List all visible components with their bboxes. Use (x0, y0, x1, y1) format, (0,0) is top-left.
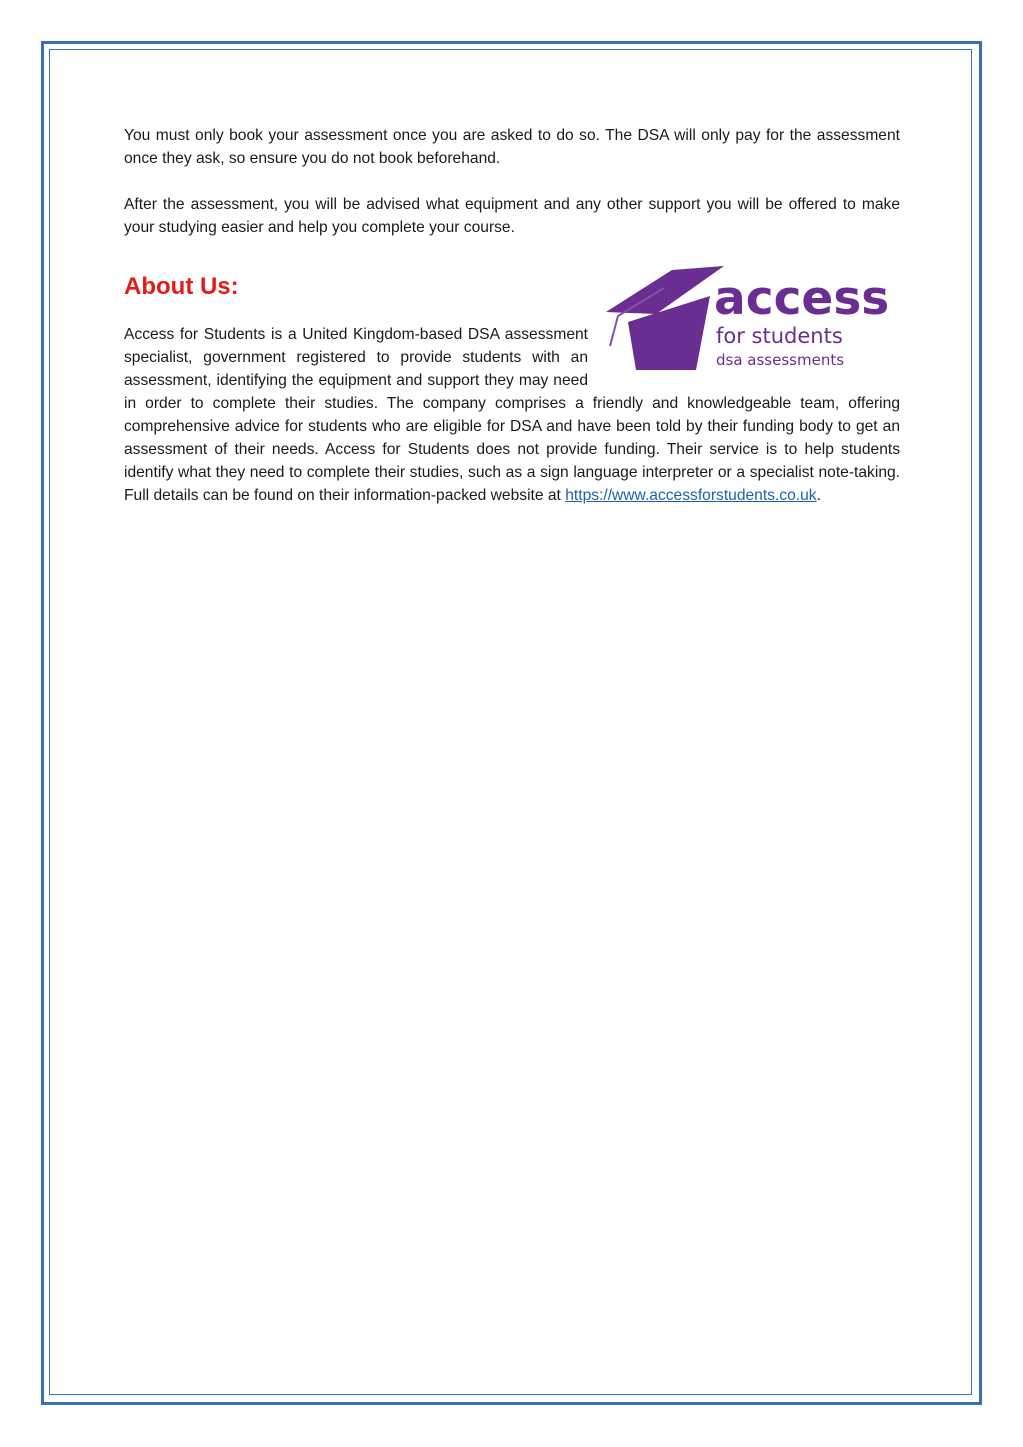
logo-word-for-students: for students (716, 324, 843, 348)
paragraph-booking: You must only book your assessment once you are asked to do so. The DSA will only pay for the assessment once they ask, so ensure you do not book beforehand. (124, 127, 900, 167)
about-us-text: Access for Students is a United Kingdom-based DSA assessment specialist, government registered to provide students with an assessment, identifying the equipment and support they may need in order to complete their studies. The company comprises a friendly and knowledgeable team, offering comprehensive advice for students who are eligible for DSA and have been told by their funding body to get an assessment of their needs. Access for Students does not provide funding. Their service is to help students identify what they need to complete their studies, such as a sign language interpreter or a specialist note-taking. Full details can be found on their information-packed website at (124, 326, 900, 504)
logo-word-dsa-assessments: dsa assessments (716, 351, 845, 369)
logo-word-access: access (714, 271, 890, 326)
about-us-heading: About Us: (124, 273, 239, 300)
paragraph-after-assessment: After the assessment, you will be advised what equipment and any other support you will be offered to make your studying easier and help you complete your course. (124, 196, 900, 236)
access-for-students-logo (606, 266, 900, 378)
website-link[interactable]: https://www.accessforstudents.co.uk (565, 487, 817, 504)
document-body (124, 124, 900, 507)
logo-graphic (606, 266, 900, 378)
sentence-end: . (816, 487, 821, 504)
